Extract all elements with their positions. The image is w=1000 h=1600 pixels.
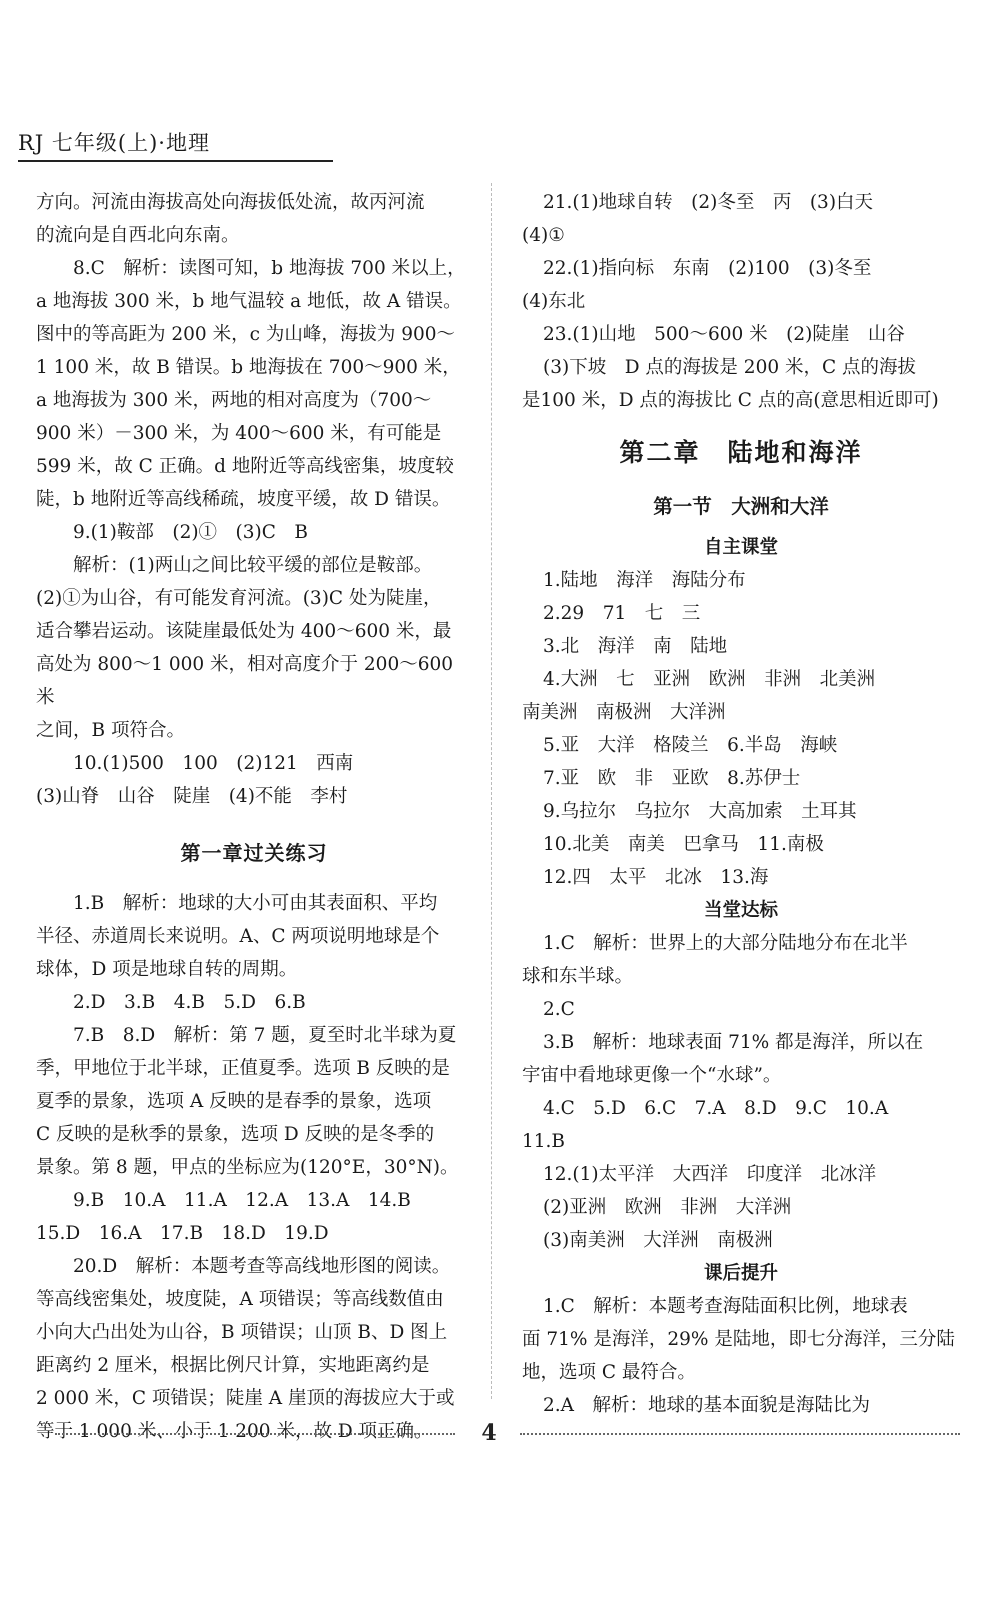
text-line: 1.B 解析：地球的大小可由其表面积、平均: [73, 893, 438, 914]
text-line: 900 米）－300 米，为 400～600 米，有可能是: [36, 423, 442, 444]
header-rule: [18, 160, 333, 162]
section-title: 第一章过关练习: [180, 841, 328, 865]
text-line: (4)东北: [522, 291, 586, 312]
text-line: 高处为 800～1 000 米，相对高度介于 200～600 米: [36, 654, 459, 708]
text-line: 之间，B 项符合。: [36, 720, 185, 741]
text-line: 1.C 解析：本题考查海陆面积比例，地球表: [543, 1296, 908, 1317]
text-line: 10.(1)500 100 (2)121 西南: [73, 753, 354, 774]
text-line: 2.A 解析：地球的基本面貌是海陆比为: [543, 1395, 871, 1416]
text-line: 小向大凸出处为山谷，B 项错误；山顶 B、D 图上: [36, 1322, 448, 1343]
text-line: 球体，D 项是地球自转的周期。: [36, 959, 298, 980]
text-line: 599 米，故 C 正确。d 地附近等高线密集，坡度较: [36, 456, 454, 477]
text-line: 22.(1)指向标 东南 (2)100 (3)冬至: [543, 258, 872, 279]
text-line: 半径、赤道周长来说明。A、C 两项说明地球是个: [36, 926, 440, 947]
text-line: 10.北美 南美 巴拿马 11.南极: [543, 834, 824, 855]
subsection-title: 课后提升: [703, 1263, 778, 1284]
text-line: 12.(1)太平洋 大西洋 印度洋 北冰洋: [543, 1164, 877, 1185]
text-line: a 地海拔 300 米，b 地气温较 a 地低，故 A 错误。: [36, 291, 462, 312]
text-line: 夏季的景象，选项 A 反映的是春季的景象，选项: [36, 1091, 432, 1112]
text-line: 15.D 16.A 17.B 18.D 19.D: [36, 1223, 329, 1244]
text-line: 地，选项 C 最符合。: [522, 1362, 696, 1383]
text-line: 9.乌拉尔 乌拉尔 大高加索 土耳其: [543, 801, 857, 822]
left-column: [36, 186, 472, 1448]
text-line: 是100 米，D 点的海拔比 C 点的高(意思相近即可): [522, 390, 939, 411]
right-column: [522, 186, 960, 1422]
text-line: 等于 1 000 米、小于 1 200 米，故 D 项正确。: [36, 1421, 433, 1442]
text-line: 11.B: [522, 1131, 566, 1152]
text-line: 4.C 5.D 6.C 7.A 8.D 9.C 10.A: [543, 1098, 889, 1119]
text-line: 陡，b 地附近等高线稀疏，坡度平缓，故 D 错误。: [36, 489, 451, 510]
text-line: 4.大洲 七 亚洲 欧洲 非洲 北美洲: [543, 669, 876, 690]
text-line: (2)亚洲 欧洲 非洲 大洋洲: [543, 1197, 792, 1218]
text-line: 7.B 8.D 解析：第 7 题，夏至时北半球为夏: [73, 1025, 457, 1046]
text-line: 2 000 米，C 项错误；陡崖 A 崖顶的海拔应大于或: [36, 1388, 455, 1409]
text-line: 23.(1)山地 500～600 米 (2)陡崖 山谷: [543, 324, 905, 345]
text-line: 1.C 解析：世界上的大部分陆地分布在北半: [543, 933, 908, 954]
text-line: 20.D 解析：本题考查等高线地形图的阅读。: [73, 1256, 451, 1277]
column-divider: [491, 183, 492, 1399]
text-line: a 地海拔为 300 米，两地的相对高度为（700～: [36, 390, 432, 411]
text-line: 1 100 米，故 B 错误。b 地海拔在 700～900 米，: [36, 357, 461, 378]
subsection-title: 当堂达标: [703, 900, 778, 921]
footer-dotted-line: [520, 1433, 960, 1435]
text-line: 南美洲 南极洲 大洋洲: [522, 702, 726, 723]
text-line: 5.亚 大洋 格陵兰 6.半岛 海峡: [543, 735, 838, 756]
text-line: 景象。第 8 题，甲点的坐标应为(120°E，30°N)。: [36, 1157, 459, 1178]
text-line: 7.亚 欧 非 亚欧 8.苏伊士: [543, 768, 801, 789]
text-line: 宇宙中看地球更像一个“水球”。: [522, 1065, 782, 1086]
text-line: 3.北 海洋 南 陆地: [543, 636, 728, 657]
text-line: 距离约 2 厘米，根据比例尺计算，实地距离约是: [36, 1355, 430, 1376]
text-line: 12.四 太平 北冰 13.海: [543, 867, 769, 888]
subsection-title: 自主课堂: [703, 537, 778, 558]
text-line: 2.C: [543, 999, 575, 1020]
text-line: 的流向是自西北向东南。: [36, 225, 240, 246]
text-line: 方向。河流由海拔高处向海拔低处流，故丙河流: [36, 192, 425, 213]
text-line: 2.29 71 七 三: [543, 603, 701, 624]
text-line: 3.B 解析：地球表面 71% 都是海洋，所以在: [543, 1032, 924, 1053]
chapter-title: 第二章 陆地和海洋: [619, 438, 863, 467]
text-line: 解析：(1)两山之间比较平缓的部位是鞍部。: [73, 555, 433, 576]
text-line: (3)山脊 山谷 陡崖 (4)不能 李村: [36, 786, 348, 807]
text-line: 季，甲地位于北半球，正值夏季。选项 B 反映的是: [36, 1058, 450, 1079]
text-line: 等高线密集处，坡度陡，A 项错误；等高线数值由: [36, 1289, 444, 1310]
text-line: (4)①: [522, 225, 565, 246]
page-header: [18, 128, 333, 162]
text-line: 1.陆地 海洋 海陆分布: [543, 570, 746, 591]
text-line: 21.(1)地球自转 (2)冬至 丙 (3)白天: [543, 192, 874, 213]
text-line: 8.C 解析：读图可知，b 地海拔 700 米以上，: [73, 258, 466, 279]
header-title: RJ 七年级(上)·地理: [18, 131, 210, 155]
text-line: 面 71% 是海洋，29% 是陆地，即七分海洋，三分陆: [522, 1329, 955, 1350]
text-line: 2.D 3.B 4.B 5.D 6.B: [73, 992, 306, 1013]
footer-dotted-line: [55, 1433, 455, 1435]
text-line: (2)①为山谷，有可能发育河流。(3)C 处为陡崖，: [36, 588, 442, 609]
text-line: 9.(1)鞍部 (2)① (3)C B: [73, 522, 309, 543]
text-line: 图中的等高距为 200 米，c 为山峰，海拔为 900～: [36, 324, 456, 345]
text-line: 9.B 10.A 11.A 12.A 13.A 14.B: [73, 1190, 411, 1211]
text-line: 球和东半球。: [522, 966, 634, 987]
text-line: C 反映的是秋季的景象，选项 D 反映的是冬季的: [36, 1124, 435, 1145]
text-line: 适合攀岩运动。该陡崖最低处为 400～600 米，最: [36, 621, 452, 642]
page-number: 4: [481, 1420, 497, 1446]
text-line: (3)南美洲 大洋洲 南极洲: [543, 1230, 773, 1251]
section-title: 第一节 大洲和大洋: [653, 495, 829, 518]
text-line: (3)下坡 D 点的海拔是 200 米，C 点的海拔: [543, 357, 917, 378]
